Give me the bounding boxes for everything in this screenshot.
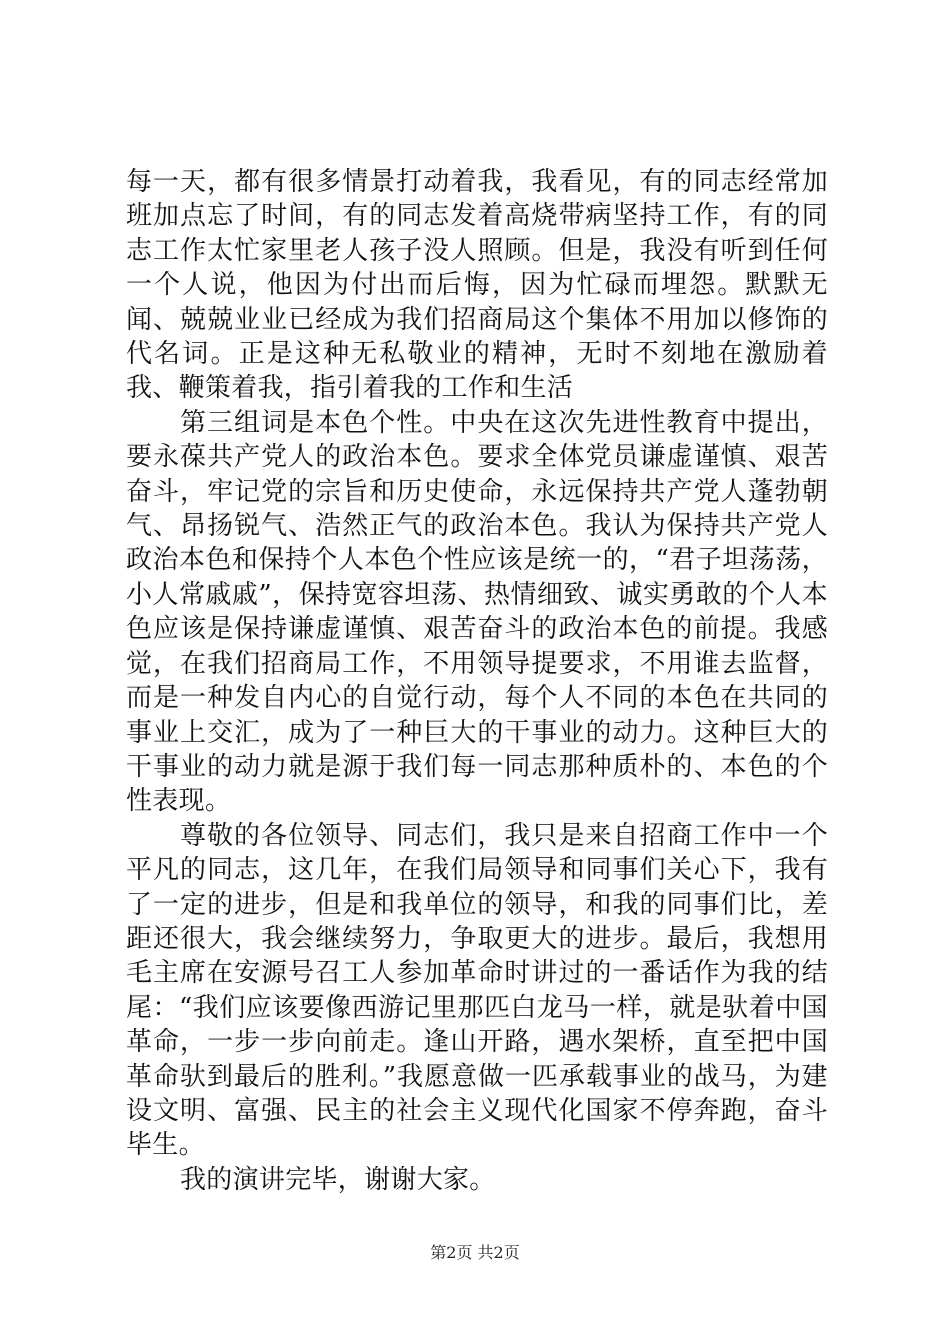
- paragraph-4: 我的演讲完毕，谢谢大家。: [180, 1164, 496, 1195]
- document-body: [126, 165, 828, 1197]
- paragraph-3: 尊敬的各位领导、同志们，我只是来自招商工作中一个平凡的同志，这几年，在我们局领导和同事们关心下，我有了一定的进步，但是和我单位的领导，和我的同事们比，差距还很大，我会继续努力，争取更大的进步。最后，我想用毛主席在安源号召工人参加革命时讲过的一番话作为我的结尾：“我们应该要像西游记里那匹白龙马一样，就是驮着中国革命，一步一步向前走。逢山开路，遇水架桥，直至把中国革命驮到最后的胜利。”我愿意做一匹承载事业的战马，为建设文明、富强、民主的社会主义现代化国家不停奔跑，奋斗毕生。: [126, 820, 828, 1161]
- paragraph-1: 每一天，都有很多情景打动着我，我看见，有的同志经常加班加点忘了时间，有的同志发着高烧带病坚持工作，有的同志工作太忙家里老人孩子没人照顾。但是，我没有听到任何一个人说，他因为付出而后悔，因为忙碌而埋怨。默默无闻、兢兢业业已经成为我们招商局这个集体不用加以修饰的代名词。正是这种无私敬业的精神，无时不刻地在激励着我、鞭策着我，指引着我的工作和生活: [126, 167, 828, 404]
- paragraph-2: 第三组词是本色个性。中央在这次先进性教育中提出，要永葆共产党人的政治本色。要求全体党员谦虚谨慎、艰苦奋斗，牢记党的宗旨和历史使命，永远保持共产党人蓬勃朝气、昂扬锐气、浩然正气的政治本色。我认为保持共产党人政治本色和保持个人本色个性应该是统一的，“君子坦荡荡，小人常戚戚”，保持宽容坦荡、热情细致、诚实勇敢的个人本色应该是保持谦虚谨慎、艰苦奋斗的政治本色的前提。我感觉，在我们招商局工作，不用领导提要求，不用谁去监督，而是一种发自内心的自觉行动，每个人不同的本色在共同的事业上交汇，成为了一种巨大的干事业的动力。这种巨大的干事业的动力就是源于我们每一同志那种质朴的、本色的个性表现。: [126, 407, 828, 817]
- page-number-footer: 第2页 共2页: [430, 1243, 520, 1262]
